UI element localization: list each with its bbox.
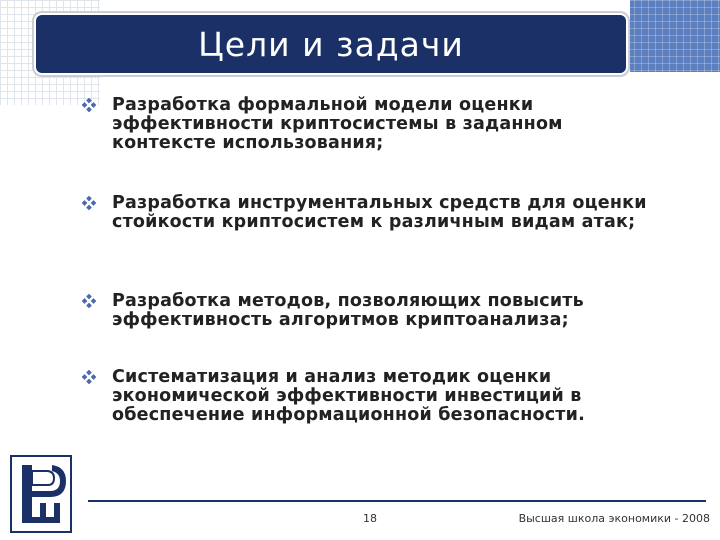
title-box [36,15,626,73]
hse-logo-icon [10,455,72,533]
bullet-text: Систематизация и анализ методик оценки экономической эффективности инвестиций в обеспечение информационной безопасности. [112,367,585,425]
bullet-item [88,368,658,425]
diamond-bullet-icon [82,370,96,384]
bullet-text: Разработка инструментальных средств для оценки стойкости криптосистем к различным видам атак; [112,193,647,232]
bullet-item [88,96,658,153]
footer-organization: Высшая школа экономики - 2008 [518,512,710,525]
slide-title: Цели и задачи [198,25,464,64]
footer-divider [88,500,706,502]
header-accent-grid [620,0,720,72]
diamond-bullet-icon [82,294,96,308]
diamond-bullet-icon [82,196,96,210]
bullet-text: Разработка формальной модели оценки эффективности криптосистемы в заданном контексте использования; [112,95,563,153]
bullet-item [88,292,658,330]
bullet-text: Разработка методов, позволяющих повысить эффективность алгоритмов криптоанализа; [112,291,584,330]
diamond-bullet-icon [82,98,96,112]
bullet-item [88,194,658,232]
page-number: 18 [363,512,377,525]
